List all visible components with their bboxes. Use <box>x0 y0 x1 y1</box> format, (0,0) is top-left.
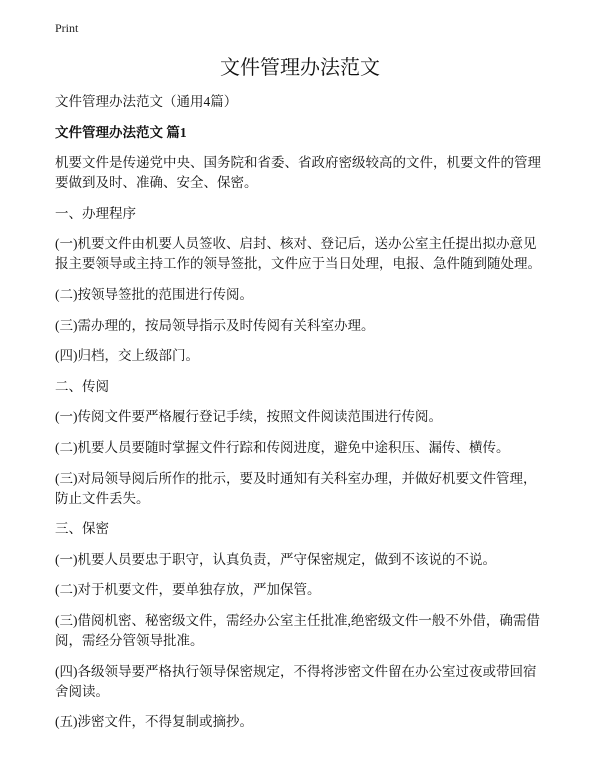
procedure-item-1: (一)机要文件由机要人员签收、启封、核对、登记后，送办公室主任提出拟办意见报主要领导或主持工作的领导签批，文件应于当日处理，电报、急件随到随处理。 <box>55 236 541 272</box>
document-body <box>55 92 547 743</box>
confidentiality-item-5: (五)涉密文件，不得复制或摘抄。 <box>55 714 253 730</box>
print-header-label: Print <box>55 21 79 35</box>
confidentiality-item-1: (一)机要人员要忠于职守，认真负责，严守保密规定，做到不该说的不说。 <box>55 551 496 567</box>
circulation-item-2: (二)机要人员要随时掌握文件行踪和传阅进度，避免中途积压、漏传、横传。 <box>55 439 510 455</box>
procedure-item-3: (三)需办理的，按局领导指示及时传阅有关科室办理。 <box>55 317 375 333</box>
confidentiality-item-2: (二)对于机要文件，要单独存放，严加保管。 <box>55 582 321 598</box>
section-heading-part-1: 文件管理办法范文 篇1 <box>55 124 187 140</box>
section-heading-confidentiality: 三、保密 <box>55 521 109 537</box>
section-heading-circulation: 二、传阅 <box>55 378 109 394</box>
confidentiality-item-3: (三)借阅机密、秘密级文件，需经办公室主任批准,绝密级文件一般不外借，确需借阅，需经分管领导批准。 <box>55 612 540 648</box>
intro-paragraph: 机要文件是传递党中央、国务院和省委、省政府密级较高的文件，机要文件的管理要做到及时、准确、安全、保密。 <box>55 155 541 191</box>
procedure-item-4: (四)归档，交上级部门。 <box>55 348 199 364</box>
procedure-item-2: (二)按领导签批的范围进行传阅。 <box>55 286 253 302</box>
document-subtitle: 文件管理办法范文（通用4篇） <box>55 94 238 109</box>
circulation-item-1: (一)传阅文件要严格履行登记手续，按照文件阅读范围进行传阅。 <box>55 409 442 425</box>
confidentiality-item-4: (四)各级领导要严格执行领导保密规定，不得将涉密文件留在办公室过夜或带回宿舍阅读。 <box>55 663 537 699</box>
page-title: 文件管理办法范文 <box>220 57 380 79</box>
circulation-item-3: (三)对局领导阅后所作的批示，要及时通知有关科室办理，并做好机要文件管理，防止文件丢失。 <box>55 470 537 506</box>
section-heading-procedure: 一、办理程序 <box>55 205 136 221</box>
